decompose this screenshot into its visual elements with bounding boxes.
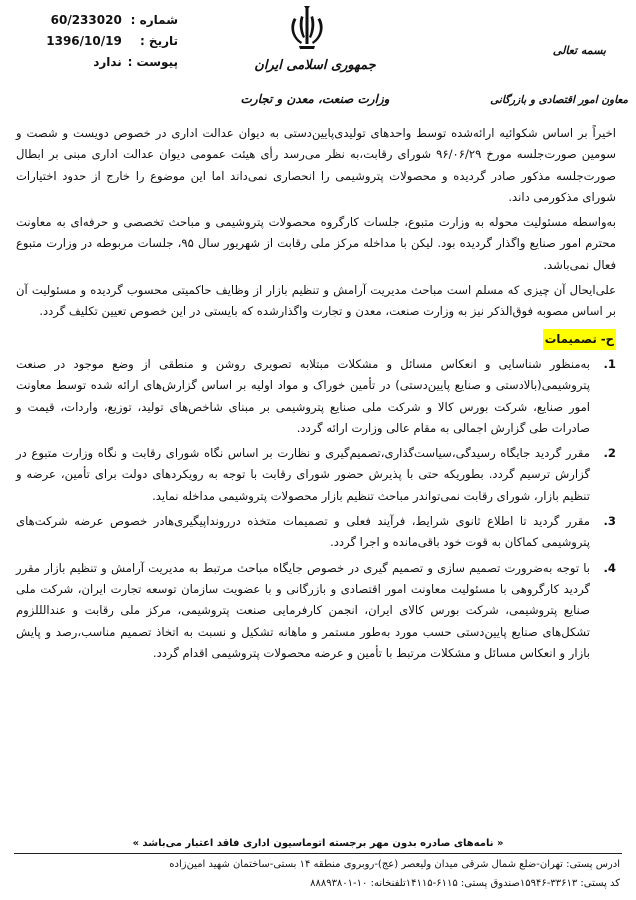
item-number: 3. <box>603 514 616 529</box>
item-number: 4. <box>603 560 616 575</box>
basmala: بسمه تعالی <box>552 44 606 57</box>
decisions-heading: ح- تصمیمات <box>543 329 616 350</box>
item-text: به‌منظور شناسایی و انعکاس مسائل و مشکلات مبتلابه تصویری روشن و منطقی از وضع موجود در صنعت پتروشیمی(بالادستی و صنایع پایین‌دستی) در تأمین خوراک و مواد اولیه بر اساس گزارش‌های ارائه شده توسط معاونت امور صنایع، شرکت بورس کالا و شرکت ملی صنایع پتروشیمی بر مبنای شاخص‌های تولید، توزیع، واردات، قیمت و صادرات طی گزارش اجمالی به مقام عالی وزارت ارائه گردد. <box>16 356 590 435</box>
letter-body <box>16 123 616 668</box>
item-text: مقرر گردید تا اطلاع ثانوی شرایط، فرآیند فعلی و تصمیمات متخذه دررونداپیگیری‌هادر خصوص عرضه شرکت‌های پتروشیمی کماکان به قوت خود باقی‌مانده و اجرا گردد. <box>16 514 590 550</box>
number-value: 60/233020 <box>50 13 122 27</box>
ministry-title: وزارت صنعت، معدن و تجارت <box>240 92 390 106</box>
paragraph-1: اخیراً بر اساس شکوائیه ارائه‌شده توسط واحدهای تولیدی‌پایین‌دستی به دیوان عدالت اداری در خصوص دویست و شصت و سومین صورت‌جلسه مورخ ۹۶/۰۶/۲۹ شورای رقابت،به نظر می‌رسد رأی هیئت عمومی دیوان عدالت اداری مبنی بر ابطال صورت‌جلسه مذکور صادر گردیده و محصولات پتروشیمی را انحصاری نمی‌داند اما این موضوع را خارج از حدود اختیارات شورای مذکورمی داند. <box>16 126 616 204</box>
postal-address: آدرس پستی: تهران-ضلع شمال شرقی میدان ولیعصر (عج)-روبروی منطقه ۱۴ بستی-ساختمان شهید امین‌زاده <box>169 859 620 870</box>
contact-info: کد پستی: ۳۳۶۱۳-۱۵۹۴۶صندوق پستی: ۶۱۱۵-۱۴۱۱۵تلفنخانه: ۱۰-۸۸۸۹۳۸۰۱ <box>310 878 620 889</box>
item-number: 2. <box>603 446 616 461</box>
iran-emblem-icon <box>283 4 331 52</box>
decision-item-3 <box>16 511 616 554</box>
paragraph-3: علی‌ایحال آن چیزی که مسلم است مباحث مدیریت آرامش و تنظیم بازار از وظایف حاکمیتی محسوب گردیده و مسئولیت آن بر اساس مصوبه فوق‌الذکر نیز به وزارت صنعت، معدن و تجارت واگذارشده که بایستی در این خصوص تعیین تکلیف گردد. <box>16 283 616 319</box>
attachment-value: ندارد <box>93 55 122 69</box>
decision-item-4 <box>16 558 616 664</box>
item-number: 1. <box>603 356 616 371</box>
attachment-label: پیوست : <box>127 55 178 69</box>
attachment-row <box>18 52 178 73</box>
date-label: تاریخ : <box>139 34 178 48</box>
footer-divider <box>14 853 622 854</box>
seal-validity-note: « نامه‌های صادره بدون مهر برجسته اتوماسیون اداری فاقد اعتبار می‌باشد » <box>132 838 504 849</box>
date-value: 1396/10/19 <box>46 34 122 48</box>
item-text: مقرر گردید جایگاه رسیدگی،سیاست‌گذاری،تصمیم‌گیری و نظارت بر اساس نگاه شورای رقابت و نگاه وزارت متبوع در گزارش ترسیم گردد. بطوریکه حتی با پذیرش حضور شورای رقابت با توجه به رویکردهای دولت برای تأمین، عرضه و تنظیم بازار، شورای رقابت نمی‌تواندر مباحث تنظیم بازار محصولات پتروشیمی مداخله نماید. <box>16 446 590 503</box>
decision-item-2 <box>16 443 616 507</box>
letter-metadata <box>18 10 178 73</box>
number-label: شماره : <box>130 13 178 27</box>
date-row <box>18 31 178 52</box>
item-text: با توجه به‌ضرورت تصمیم سازی و تصمیم گیری در خصوص جایگاه مباحث مرتبط به مدیریت آرامش و تنظیم بازار مقرر گردید کارگروهی با مسئولیت معاونت امور اقتصادی و بازرگانی و با عضویت سازمان توسعه تجارت ایران، شرکت ملی صنایع پتروشیمی، شرکت بورس کالای ایران، انجمن کارفرمایی صنعت پتروشیمی، مرکز ملی رقابت و عندالللزوم تشکل‌های صنایع پایین‌دستی حسب مورد به‌طور مستمر و ماهانه تشکیل و نسبت به اتخاذ تصمیم مناسب،رصد و پایش بازار و انعکاس مسائل و مشکلات مرتبط با تأمین و عرضه محصولات پتروشیمی اقدام گردد. <box>16 560 590 660</box>
department-title: معاون امور اقتصادی و بازرگانی <box>490 94 628 106</box>
republic-title: جمهوری اسلامی ایران <box>254 58 376 73</box>
number-row <box>18 10 178 31</box>
paragraph-2: به‌واسطه مسئولیت محوله به وزارت متبوع، جلسات کارگروه محصولات پتروشیمی و مباحث تخصصی و حرفه‌ای به معاونت محترم امور صنایع واگذار گردیده بود. لیکن با مداخله مرکز ملی رقابت از شهریور سال ۹۵، جلسات مربوطه در وزارت متبوع فعال نمی‌باشد. <box>16 215 616 272</box>
decision-item-1 <box>16 354 616 439</box>
